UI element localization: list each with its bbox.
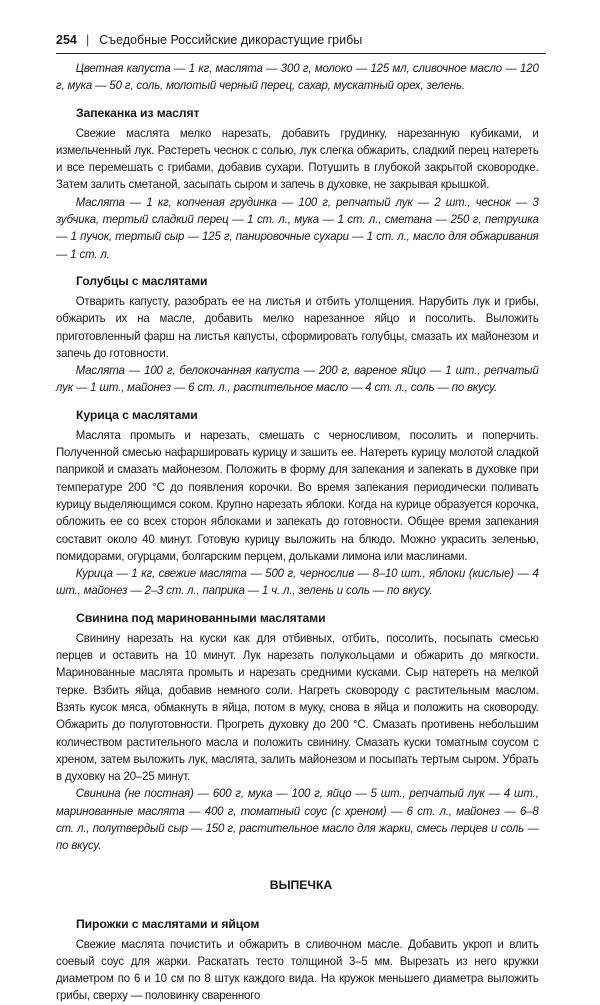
page-number: 254 [56,33,77,47]
recipe-title: Пирожки с маслятами и яйцом [76,916,260,931]
book-title: Съедобные Российские дикорастущие грибы [99,33,363,47]
recipe-ingredients: Свинина (не постная) — 600 г, мука — 100 г, яйцо — 5 шт., репчатый лук — 4 шт., маринованные маслята — 400 г, томатный соус (с хреном) — 6 ст. л., майонез — 6–8 ст. л., полутвердый сыр — 150 г, растительное масло для жарки, смесь перцев и соль — по вкусу. [56,787,539,853]
header-separator: | [86,33,90,47]
recipe-method: Свинину нарезать на куски как для отбивных, отбить, посолить, посыпать смесью перцев и оставить на 10 минут. Лук нарезать полукольцами и обжарить до мягкости. Маринованные маслята промыть и нарезать средними кусками. Сыр натереть на мелкой терке. Взбить яйца, добавив немного соли. Нагреть сковороду с растительным маслом. Взять кусок мяса, обмакнуть в яйца, потом в муку, снова в яйца и положить на сковороду. Обжарить до полуготовности. Прогреть духовку до 200 °С. Смазать противень небольшим количеством растительного масла и положить свинину. Смазать куски томатным соусом с хреном, затем выложить лук, маслята, залить майонезом и посыпать тертым сыром. Убрать в духовку на 20–25 минут. [56,631,539,784]
recipe-method: Отварить капусту, разобрать ее на листья и отбить утолщения. Нарубить лук и грибы, обжарить их на масле, добавить мелко нарезанное яйцо и посолить. Выложить приготовленный фарш на листья капусты, сформировать голубцы, смазать их майонезом и запечь до готовности. [56,294,539,360]
recipe-ingredients: Курица — 1 кг, свежие маслята — 500 г, чернослив — 8–10 шт., яблоки (кислые) — 4 шт., майонез — 2–3 ст. л., паприка — 1 ч. л., зелень и соль — по вкусу. [56,567,539,598]
recipe-title: Свинина под маринованными маслятами [76,610,326,625]
intro-ingredients: Цветная капуста — 1 кг, маслята — 300 г, молоко — 125 мл, сливочное масло — 120 г, мука — 50 г, соль, молотый черный перец, сахар, мускатный орех, зелень. [56,62,539,93]
section-title: ВЫПЕЧКА [269,877,333,892]
recipe-method: Маслята промыть и нарезать, смешать с черносливом, посолить и поперчить. Полученной смесью нафаршировать курицу и зашить ее. Натереть курицу молотой сладкой паприкой и смазать майонезом. Положить в форму для запекания и запекать в духовке при температуре 200 °С до появления корочки. Во время запекания периодически поливать курицу выделяющимся соком. Крупно нарезать яблоки. Когда на курице образуется корочка, обложить ее со всех сторон яблоками и запекать до готовности. Общее время запекания составит около 40 минут. Готовую курицу выложить на блюдо. Можно украсить зеленью, помидорами, огурцами, болгарским перцем, дольками лимона или маслинами. [56,428,539,563]
recipe-title: Голубцы с маслятами [76,273,208,288]
recipe-method: Свежие маслята мелко нарезать, добавить грудинку, нарезанную кубиками, и измельченный лук. Растереть чеснок с солью, лук слегка обжарить, сладкий перец натереть и все перемешать с грибами, добавив сухари. Потушить в глубокой закрытой сковородке. Затем залить сметаной, засыпать сыром и запечь в духовке, не закрывая крышкой. [56,126,539,192]
recipe-method: Свежие маслята почистить и обжарить в сливочном масле. Добавить укроп и влить соевый соус для жарки. Раскатать тесто толщиной 3–5 мм. Вырезать из него кружки диаметром по 6 и 10 см по 8 штук каждого вида. На кружок меньшего диаметра выложить грибы, сверху — половинку сваренного [56,937,539,1003]
recipe-title: Курица с маслятами [76,407,198,422]
running-header [56,33,546,54]
recipe-ingredients: Маслята — 1 кг, копченая грудинка — 100 г, репчатый лук — 2 шт., чеснок — 3 зубчика, тертый сладкий перец — 1 ст. л., мука — 1 ст. л., сметана — 250 г, петрушка — 1 пучок, тертый сыр — 125 г, панировочные сухари — 1 ст. л., масло для обжаривания — 1 ст. л. [56,195,539,261]
book-page [56,33,546,1005]
recipe-ingredients: Маслята — 100 г, белокочанная капуста — 200 г, вареное яйцо — 1 шт., репчатый лук — 1 шт., майонез — 6 ст. л., растительное масло — 4 ст. л., соль — по вкусу. [56,364,539,395]
recipe-title: Запеканка из маслят [76,105,200,120]
